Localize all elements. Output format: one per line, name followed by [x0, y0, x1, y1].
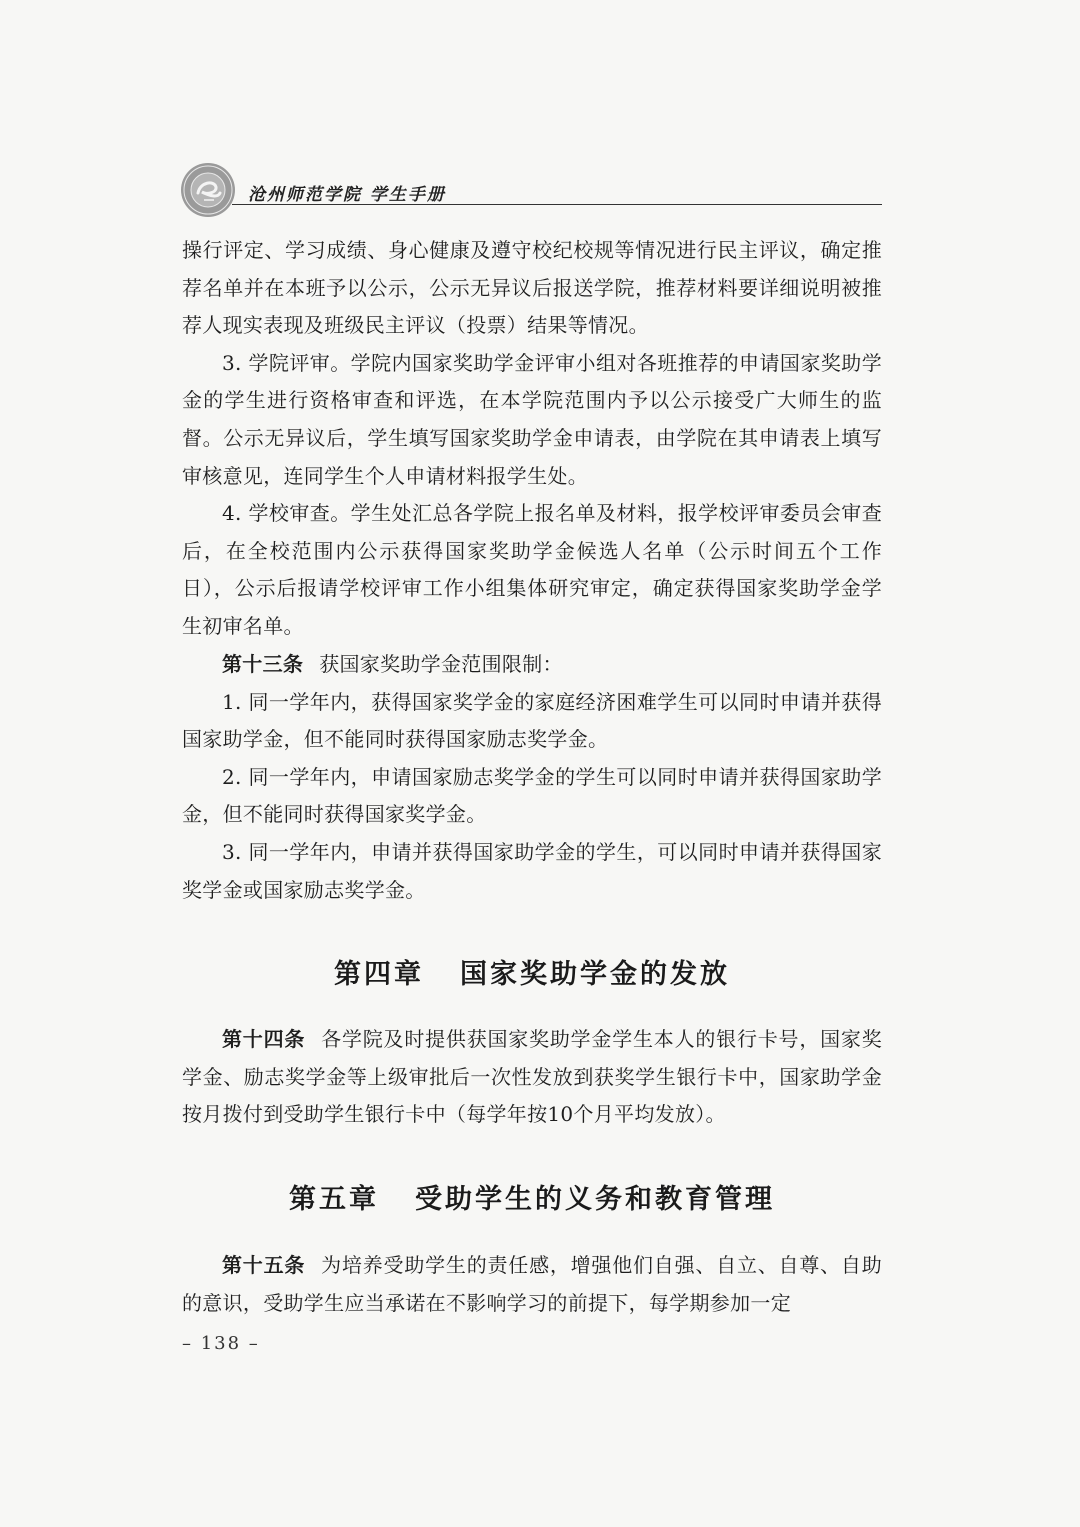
college-seal-logo-icon: [180, 162, 236, 218]
paragraph-continued: 操行评定、学习成绩、身心健康及遵守校纪校规等情况进行民主评议，确定推荐名单并在本班予以公示，公示无异议后报送学院，推荐材料要详细说明被推荐人现实表现及班级民主评议（投票）结果等情况。: [182, 238, 882, 338]
chapter-5-title: 受助学生的义务和教育管理: [415, 1184, 775, 1215]
paragraph-college-review: 3. 学院评审。学院内国家奖助学金评审小组对各班推荐的申请国家奖助学金的学生进行资格审查和评选，在本学院范围内予以公示接受广大师生的监督。公示无异议后，学生填写国家奖助学金申请表，由学院在其申请表上填写审核意见，连同学生个人申请材料报学生处。: [182, 350, 882, 488]
page-number: – 138 –: [182, 1333, 260, 1354]
continued-section: [182, 232, 882, 646]
chapter-4-title: 国家奖助学金的发放: [460, 959, 730, 990]
article-14-text: 各学院及时提供获国家奖助学金学生本人的银行卡号，国家奖学金、励志奖学金等上级审批后一次性发放到获奖学生银行卡中，国家助学金按月拨付到受助学生银行卡中（每学年按10个月平均发放）。: [182, 1027, 883, 1127]
article-14-paragraph: [182, 1021, 882, 1134]
article-13-heading: [182, 646, 882, 684]
handbook-title: 沧州师范学院 学生手册: [248, 185, 446, 205]
article-13-item-3: 3. 同一学年内，申请并获得国家助学金的学生，可以同时申请并获得国家奖学金或国家励志奖学金。: [182, 839, 882, 902]
article-15: [182, 1247, 882, 1322]
article-13-item-2: 2. 同一学年内，申请国家励志奖学金的学生可以同时申请并获得国家助学金，但不能同时获得国家奖学金。: [182, 764, 882, 827]
article-13-text: 获国家奖助学金范围限制：: [319, 652, 563, 676]
article-13: [182, 646, 882, 909]
article-15-paragraph: [182, 1247, 882, 1322]
paragraph-school-review: 4. 学校审查。学生处汇总各学院上报名单及材料，报学校评审委员会审查后，在全校范围内公示获得国家奖助学金候选人名单（公示时间五个工作日），公示后报请学校评审工作小组集体研究审定，确定获得国家奖助学金学生初审名单。: [182, 501, 882, 638]
chapter-4-number: 第四章: [334, 959, 424, 990]
article-15-label: 第十五条: [222, 1253, 306, 1277]
chapter-4-heading: [182, 952, 882, 991]
article-13-label: 第十三条: [222, 652, 304, 676]
article-15-text: 为培养受助学生的责任感，增强他们自强、自立、自尊、自助的意识，受助学生应当承诺在不影响学习的前提下，每学期参加一定: [182, 1253, 883, 1315]
article-14: [182, 1021, 882, 1134]
header-divider: [232, 204, 882, 205]
chapter-5-heading: [182, 1177, 882, 1216]
article-13-item-1: 1. 同一学年内，获得国家奖学金的家庭经济困难学生可以同时申请并获得国家助学金，但不能同时获得国家励志奖学金。: [182, 689, 882, 752]
article-14-label: 第十四条: [222, 1027, 306, 1051]
chapter-5-number: 第五章: [289, 1184, 379, 1215]
running-header: [180, 160, 882, 220]
